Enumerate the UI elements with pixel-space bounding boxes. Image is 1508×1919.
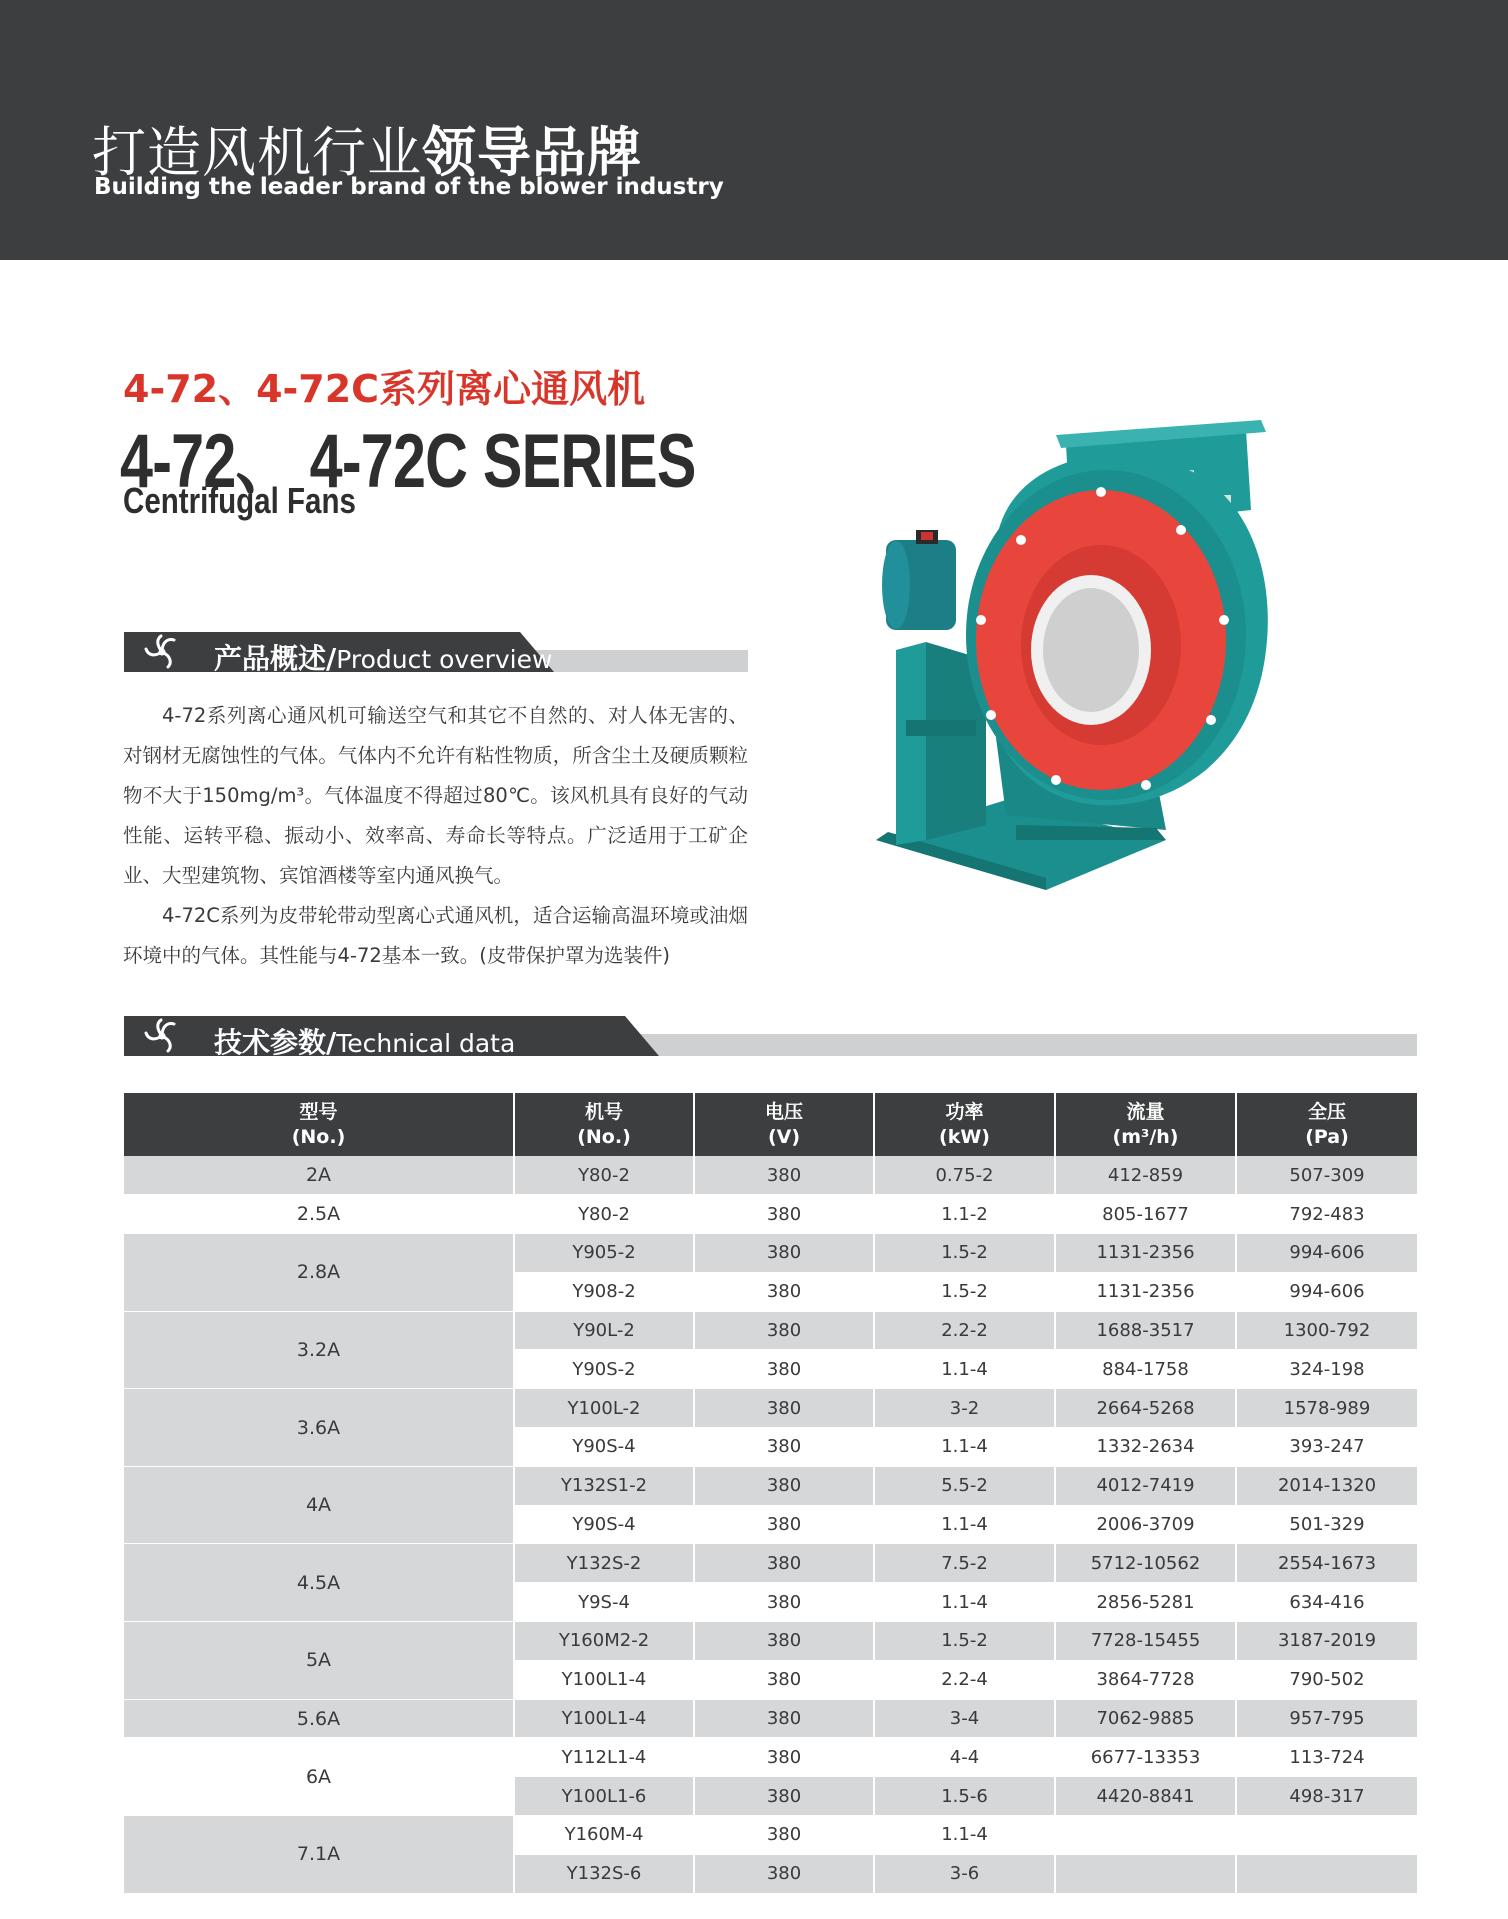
centrifugal-fan-image — [866, 420, 1356, 890]
pressure-cell: 324-198 — [1236, 1350, 1417, 1389]
machine-no-cell: Y160M2-2 — [514, 1622, 694, 1661]
col-header-power: 功率 (kW) — [874, 1093, 1055, 1156]
pressure-cell: 501-329 — [1236, 1505, 1417, 1544]
header-band — [0, 0, 1508, 260]
machine-no-cell: Y9S-4 — [514, 1583, 694, 1622]
model-cell: 2.5A — [124, 1195, 514, 1234]
flow-cell: 2006-3709 — [1055, 1505, 1236, 1544]
pressure-cell: 393-247 — [1236, 1428, 1417, 1467]
flow-cell — [1055, 1854, 1236, 1893]
pressure-cell — [1236, 1854, 1417, 1893]
model-cell: 2A — [124, 1156, 514, 1195]
power-cell: 1.1-4 — [874, 1428, 1055, 1467]
voltage-cell: 380 — [694, 1544, 874, 1583]
power-cell: 1.1-4 — [874, 1505, 1055, 1544]
fan-volute — [966, 455, 1268, 805]
pressure-cell: 1578-989 — [1236, 1389, 1417, 1428]
machine-no-cell: Y905-2 — [514, 1234, 694, 1273]
flow-cell: 6677-13353 — [1055, 1738, 1236, 1777]
machine-no-cell: Y100L-2 — [514, 1389, 694, 1428]
machine-no-cell: Y160M-4 — [514, 1816, 694, 1855]
product-title-en-sep: 、 — [235, 419, 295, 504]
pressure-cell: 498-317 — [1236, 1777, 1417, 1816]
voltage-cell: 380 — [694, 1311, 874, 1350]
power-cell: 3-2 — [874, 1389, 1055, 1428]
voltage-cell: 380 — [694, 1854, 874, 1893]
machine-no-cell: Y908-2 — [514, 1272, 694, 1311]
pressure-cell: 634-416 — [1236, 1583, 1417, 1622]
pressure-cell: 2014-1320 — [1236, 1466, 1417, 1505]
col-header-pressure: 全压 (Pa) — [1236, 1093, 1417, 1156]
power-cell: 2.2-2 — [874, 1311, 1055, 1350]
product-subtitle-en: Centrifugal Fans — [123, 480, 356, 521]
flow-cell: 884-1758 — [1055, 1350, 1236, 1389]
flow-cell: 412-859 — [1055, 1156, 1236, 1195]
machine-no-cell: Y90S-4 — [514, 1428, 694, 1467]
model-cell: 5.6A — [124, 1699, 514, 1738]
flow-cell: 805-1677 — [1055, 1195, 1236, 1234]
pressure-cell: 792-483 — [1236, 1195, 1417, 1234]
table-row — [124, 1544, 1417, 1583]
table-body — [124, 1156, 1417, 1893]
overview-heading-cn: 产品概述/ — [214, 642, 337, 675]
machine-no-cell: Y90S-2 — [514, 1350, 694, 1389]
flow-cell: 1688-3517 — [1055, 1311, 1236, 1350]
flow-cell: 2664-5268 — [1055, 1389, 1236, 1428]
machine-no-cell: Y90L-2 — [514, 1311, 694, 1350]
power-cell: 1.1-4 — [874, 1583, 1055, 1622]
machine-no-cell: Y132S1-2 — [514, 1466, 694, 1505]
model-cell: 7.1A — [124, 1816, 514, 1894]
machine-no-cell: Y100L1-4 — [514, 1699, 694, 1738]
overview-heading-en: Product overview — [336, 645, 553, 674]
voltage-cell: 380 — [694, 1156, 874, 1195]
voltage-cell: 380 — [694, 1777, 874, 1816]
pressure-cell: 113-724 — [1236, 1738, 1417, 1777]
power-cell: 1.1-4 — [874, 1816, 1055, 1855]
pressure-cell: 994-606 — [1236, 1234, 1417, 1273]
pressure-cell: 957-795 — [1236, 1699, 1417, 1738]
overview-section-header — [124, 632, 748, 675]
model-cell: 2.8A — [124, 1234, 514, 1312]
model-cell: 6A — [124, 1738, 514, 1816]
voltage-cell: 380 — [694, 1428, 874, 1467]
power-cell: 5.5-2 — [874, 1466, 1055, 1505]
machine-no-cell: Y80-2 — [514, 1195, 694, 1234]
table-row — [124, 1156, 1417, 1195]
table-row — [124, 1311, 1417, 1350]
table-header-row — [124, 1093, 1417, 1156]
product-title-cn: 4-72、4-72C系列离心通风机 — [123, 367, 646, 411]
voltage-cell: 380 — [694, 1195, 874, 1234]
pressure-cell: 507-309 — [1236, 1156, 1417, 1195]
col-header-voltage: 电压 (V) — [694, 1093, 874, 1156]
model-cell: 4A — [124, 1466, 514, 1544]
fan-blade-icon — [142, 1018, 182, 1054]
power-cell: 1.5-6 — [874, 1777, 1055, 1816]
table-row — [124, 1699, 1417, 1738]
voltage-cell: 380 — [694, 1272, 874, 1311]
power-cell: 0.75-2 — [874, 1156, 1055, 1195]
fan-motor — [882, 530, 956, 630]
product-title-en-a: 4-72 — [120, 419, 236, 504]
power-cell: 1.5-2 — [874, 1272, 1055, 1311]
table-row — [124, 1234, 1417, 1273]
flow-cell: 2856-5281 — [1055, 1583, 1236, 1622]
voltage-cell: 380 — [694, 1350, 874, 1389]
flow-cell: 1131-2356 — [1055, 1272, 1236, 1311]
pressure-cell: 2554-1673 — [1236, 1544, 1417, 1583]
pressure-cell: 994-606 — [1236, 1272, 1417, 1311]
overview-paragraph-1: 4-72系列离心通风机可输送空气和其它不自然的、对人体无害的、对钢材无腐蚀性的气体。气体内不允许有粘性物质，所含尘土及硬质颗粒物不大于150mg/m³。气体温度不得超过80℃。该风机具有良好的气动性能、运转平稳、振动小、效率高、寿命长等特点。广泛适用于工矿企业、大型建筑物、宾馆酒楼等室内通风换气。 — [123, 704, 748, 887]
table-row — [124, 1389, 1417, 1428]
flow-cell: 5712-10562 — [1055, 1544, 1236, 1583]
flow-cell: 4420-8841 — [1055, 1777, 1236, 1816]
voltage-cell: 380 — [694, 1738, 874, 1777]
model-cell: 3.6A — [124, 1389, 514, 1467]
flow-cell: 4012-7419 — [1055, 1466, 1236, 1505]
overview-heading — [214, 637, 552, 677]
power-cell: 1.5-2 — [874, 1234, 1055, 1273]
voltage-cell: 380 — [694, 1583, 874, 1622]
voltage-cell: 380 — [694, 1505, 874, 1544]
col-header-machine-no: 机号 (No.) — [514, 1093, 694, 1156]
power-cell: 4-4 — [874, 1738, 1055, 1777]
voltage-cell: 380 — [694, 1660, 874, 1699]
pressure-cell: 790-502 — [1236, 1660, 1417, 1699]
flow-cell: 7728-15455 — [1055, 1622, 1236, 1661]
flow-cell: 1131-2356 — [1055, 1234, 1236, 1273]
power-cell: 2.2-4 — [874, 1660, 1055, 1699]
machine-no-cell: Y100L1-4 — [514, 1660, 694, 1699]
table-row — [124, 1738, 1417, 1777]
power-cell: 1.5-2 — [874, 1622, 1055, 1661]
header-subtitle: Building the leader brand of the blower industry — [94, 174, 724, 200]
flow-cell: 1332-2634 — [1055, 1428, 1236, 1467]
machine-no-cell: Y132S-6 — [514, 1854, 694, 1893]
flow-cell: 7062-9885 — [1055, 1699, 1236, 1738]
pressure-cell: 1300-792 — [1236, 1311, 1417, 1350]
power-cell: 1.1-4 — [874, 1350, 1055, 1389]
flow-cell — [1055, 1816, 1236, 1855]
technical-data-table — [124, 1093, 1417, 1894]
machine-no-cell: Y80-2 — [514, 1156, 694, 1195]
header-title-bold: 领导品牌 — [422, 121, 642, 184]
model-cell: 5A — [124, 1622, 514, 1700]
table-row — [124, 1195, 1417, 1234]
model-cell: 4.5A — [124, 1544, 514, 1622]
power-cell: 3-4 — [874, 1699, 1055, 1738]
power-cell: 3-6 — [874, 1854, 1055, 1893]
voltage-cell: 380 — [694, 1389, 874, 1428]
table-row — [124, 1816, 1417, 1855]
col-header-flow: 流量 (m³/h) — [1055, 1093, 1236, 1156]
fan-blade-icon — [142, 634, 182, 670]
product-title-en-b: 4-72C SERIES — [309, 419, 696, 504]
pressure-cell — [1236, 1816, 1417, 1855]
machine-no-cell: Y132S-2 — [514, 1544, 694, 1583]
header-title-light: 打造风机行业 — [92, 121, 422, 184]
technical-heading-en: Technical data — [336, 1029, 516, 1058]
voltage-cell: 380 — [694, 1466, 874, 1505]
voltage-cell: 380 — [694, 1699, 874, 1738]
overview-text — [123, 696, 748, 976]
technical-heading — [214, 1021, 515, 1061]
power-cell: 1.1-2 — [874, 1195, 1055, 1234]
voltage-cell: 380 — [694, 1622, 874, 1661]
machine-no-cell: Y90S-4 — [514, 1505, 694, 1544]
table-row — [124, 1466, 1417, 1505]
model-cell: 3.2A — [124, 1311, 514, 1389]
machine-no-cell: Y112L1-4 — [514, 1738, 694, 1777]
voltage-cell: 380 — [694, 1816, 874, 1855]
pressure-cell: 3187-2019 — [1236, 1622, 1417, 1661]
table-row — [124, 1622, 1417, 1661]
technical-section-header — [124, 1016, 1417, 1059]
col-header-model: 型号 (No.) — [124, 1093, 514, 1156]
technical-heading-cn: 技术参数/ — [214, 1026, 337, 1059]
power-cell: 7.5-2 — [874, 1544, 1055, 1583]
overview-paragraph-2: 4-72C系列为皮带轮带动型离心式通风机，适合运输高温环境或油烟环境中的气体。其性能与4-72基本一致。(皮带保护罩为选装件) — [123, 904, 748, 967]
machine-no-cell: Y100L1-6 — [514, 1777, 694, 1816]
voltage-cell: 380 — [694, 1234, 874, 1273]
flow-cell: 3864-7728 — [1055, 1660, 1236, 1699]
